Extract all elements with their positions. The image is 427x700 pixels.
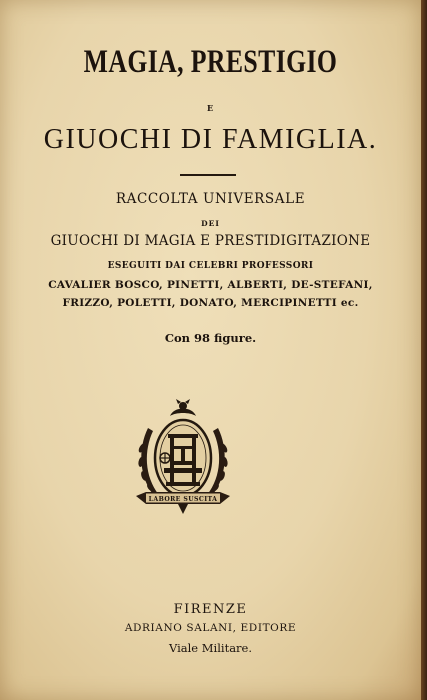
title-rule	[180, 174, 236, 176]
authors-line-1: CAVALIER BOSCO, PINETTI, ALBERTI, DE-STEFANI,	[48, 279, 373, 291]
printers-mark	[128, 398, 238, 520]
motto-text: LABORE SUSCITA	[148, 495, 218, 503]
title-line-1: MAGIA, PRESTIGIO	[83, 44, 338, 80]
motto-ribbon	[136, 492, 230, 504]
subtitle-line-3: GIUOCHI DI MAGIA E PRESTIDIGITAZIONE	[50, 233, 371, 249]
imprint-city: FIRENZE	[173, 602, 248, 617]
imprint-address: Viale Militare.	[168, 641, 253, 655]
subtitle-line-4: ESEGUITI DAI CELEBRI PROFESSORI	[107, 261, 314, 271]
subtitle-line-1: RACCOLTA UNIVERSALE	[115, 191, 306, 207]
title-conjunction: E	[206, 103, 215, 113]
crest-ornament-icon	[170, 399, 196, 416]
title-line-2: GIUOCHI DI FAMIGLIA.	[43, 124, 378, 155]
book-edge	[421, 0, 427, 700]
imprint-publisher: ADRIANO SALANI, EDITORE	[124, 622, 297, 634]
figures-note: Con 98 figure.	[164, 331, 257, 345]
authors-line-2: FRIZZO, POLETTI, DONATO, MERCIPINETTI ec.	[62, 297, 359, 309]
subtitle-line-2: DEI	[201, 219, 220, 228]
